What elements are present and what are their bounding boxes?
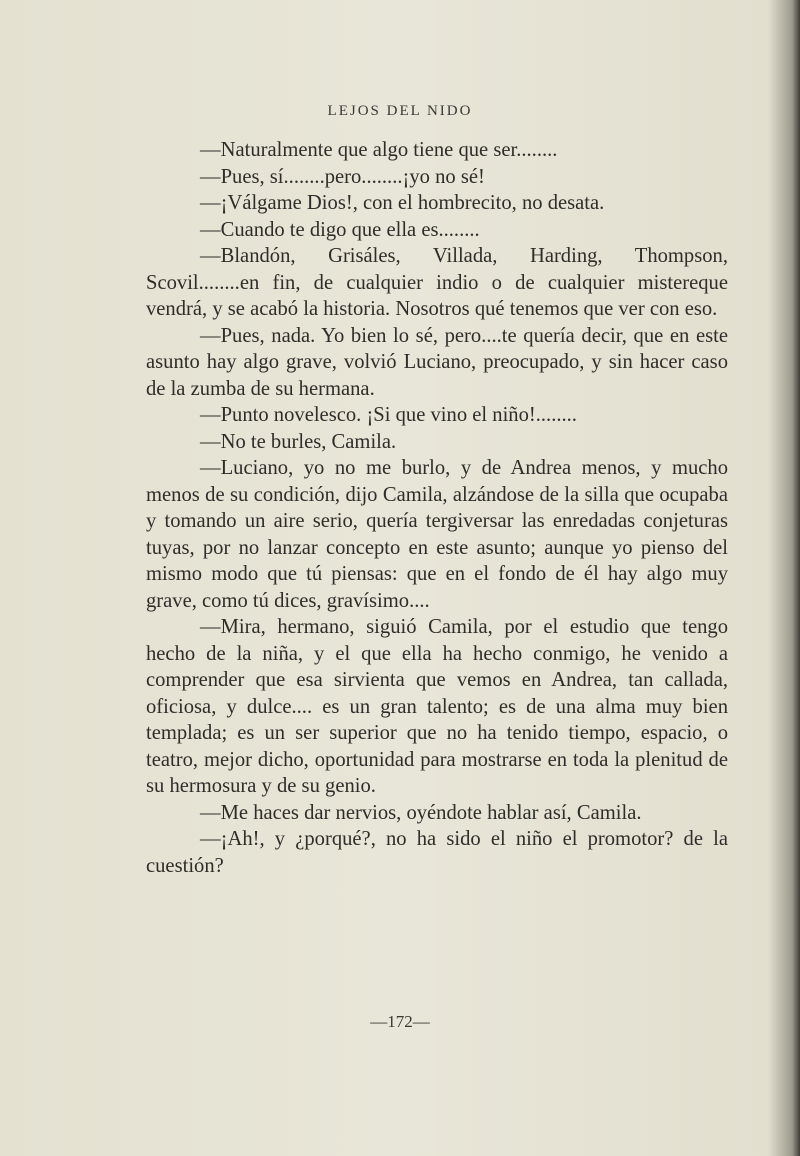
page-number: —172— bbox=[370, 1012, 430, 1031]
paragraph: —Blandón, Grisáles, Villada, Harding, Thompson, Scovil........en fin, de cualquier indio o de cualquier mistereque vendrá, y se acabó la historia. Nosotros qué tenemos que ver con eso. bbox=[146, 245, 728, 320]
paragraph: —Cuando te digo que ella es........ bbox=[200, 218, 480, 241]
paragraph: —Me haces dar nervios, oyéndote hablar así, Camila. bbox=[200, 801, 642, 824]
paragraph: —Pues, sí........pero........¡yo no sé! bbox=[200, 165, 485, 188]
paragraph: —¡Válgame Dios!, con el hombrecito, no desata. bbox=[200, 192, 605, 214]
paragraph: —No te burles, Camila. bbox=[200, 430, 397, 453]
paragraph: —Mira, hermano, siguió Camila, por el estudio que tengo hecho de la niña, y el que ella ha hecho conmigo, he venido a comprender que esa sirvienta que vemos en Andrea, tan callada, oficiosa, y dulce.... es un gran talento; es de una alma muy bien templada; es un ser superior que no ha tenido tiempo, espacio, o teatro, mejor dicho, oportunidad para mostrarse en toda la plenitud de su hermosura y de su genio. bbox=[146, 616, 728, 797]
paragraph: —Pues, nada. Yo bien lo sé, pero....te quería decir, que en este asunto hay algo grave, volvió Luciano, preocupado, y sin hacer caso de la zumba de su hermana. bbox=[146, 324, 728, 400]
body-text bbox=[146, 137, 728, 879]
paragraph: —Punto novelesco. ¡Si que vino el niño!........ bbox=[200, 404, 577, 426]
paragraph: —Naturalmente que algo tiene que ser........ bbox=[200, 139, 558, 161]
paragraph: —¡Ah!, y ¿porqué?, no ha sido el niño el promotor? de la cuestión? bbox=[146, 828, 728, 877]
running-header: LEJOS DEL NIDO bbox=[327, 103, 473, 119]
paragraph: —Luciano, yo no me burlo, y de Andrea menos, y mucho menos de su condición, dijo Camila, alzándose de la silla que ocupaba y tomando un aire serio, quería tergiversar las enredadas conjeturas tuyas, por no lanzar concepto en este asunto; aunque yo pienso del mismo modo que tú piensas: que en el fondo de él hay algo muy grave, como tú dices, gravísimo.... bbox=[146, 457, 728, 612]
